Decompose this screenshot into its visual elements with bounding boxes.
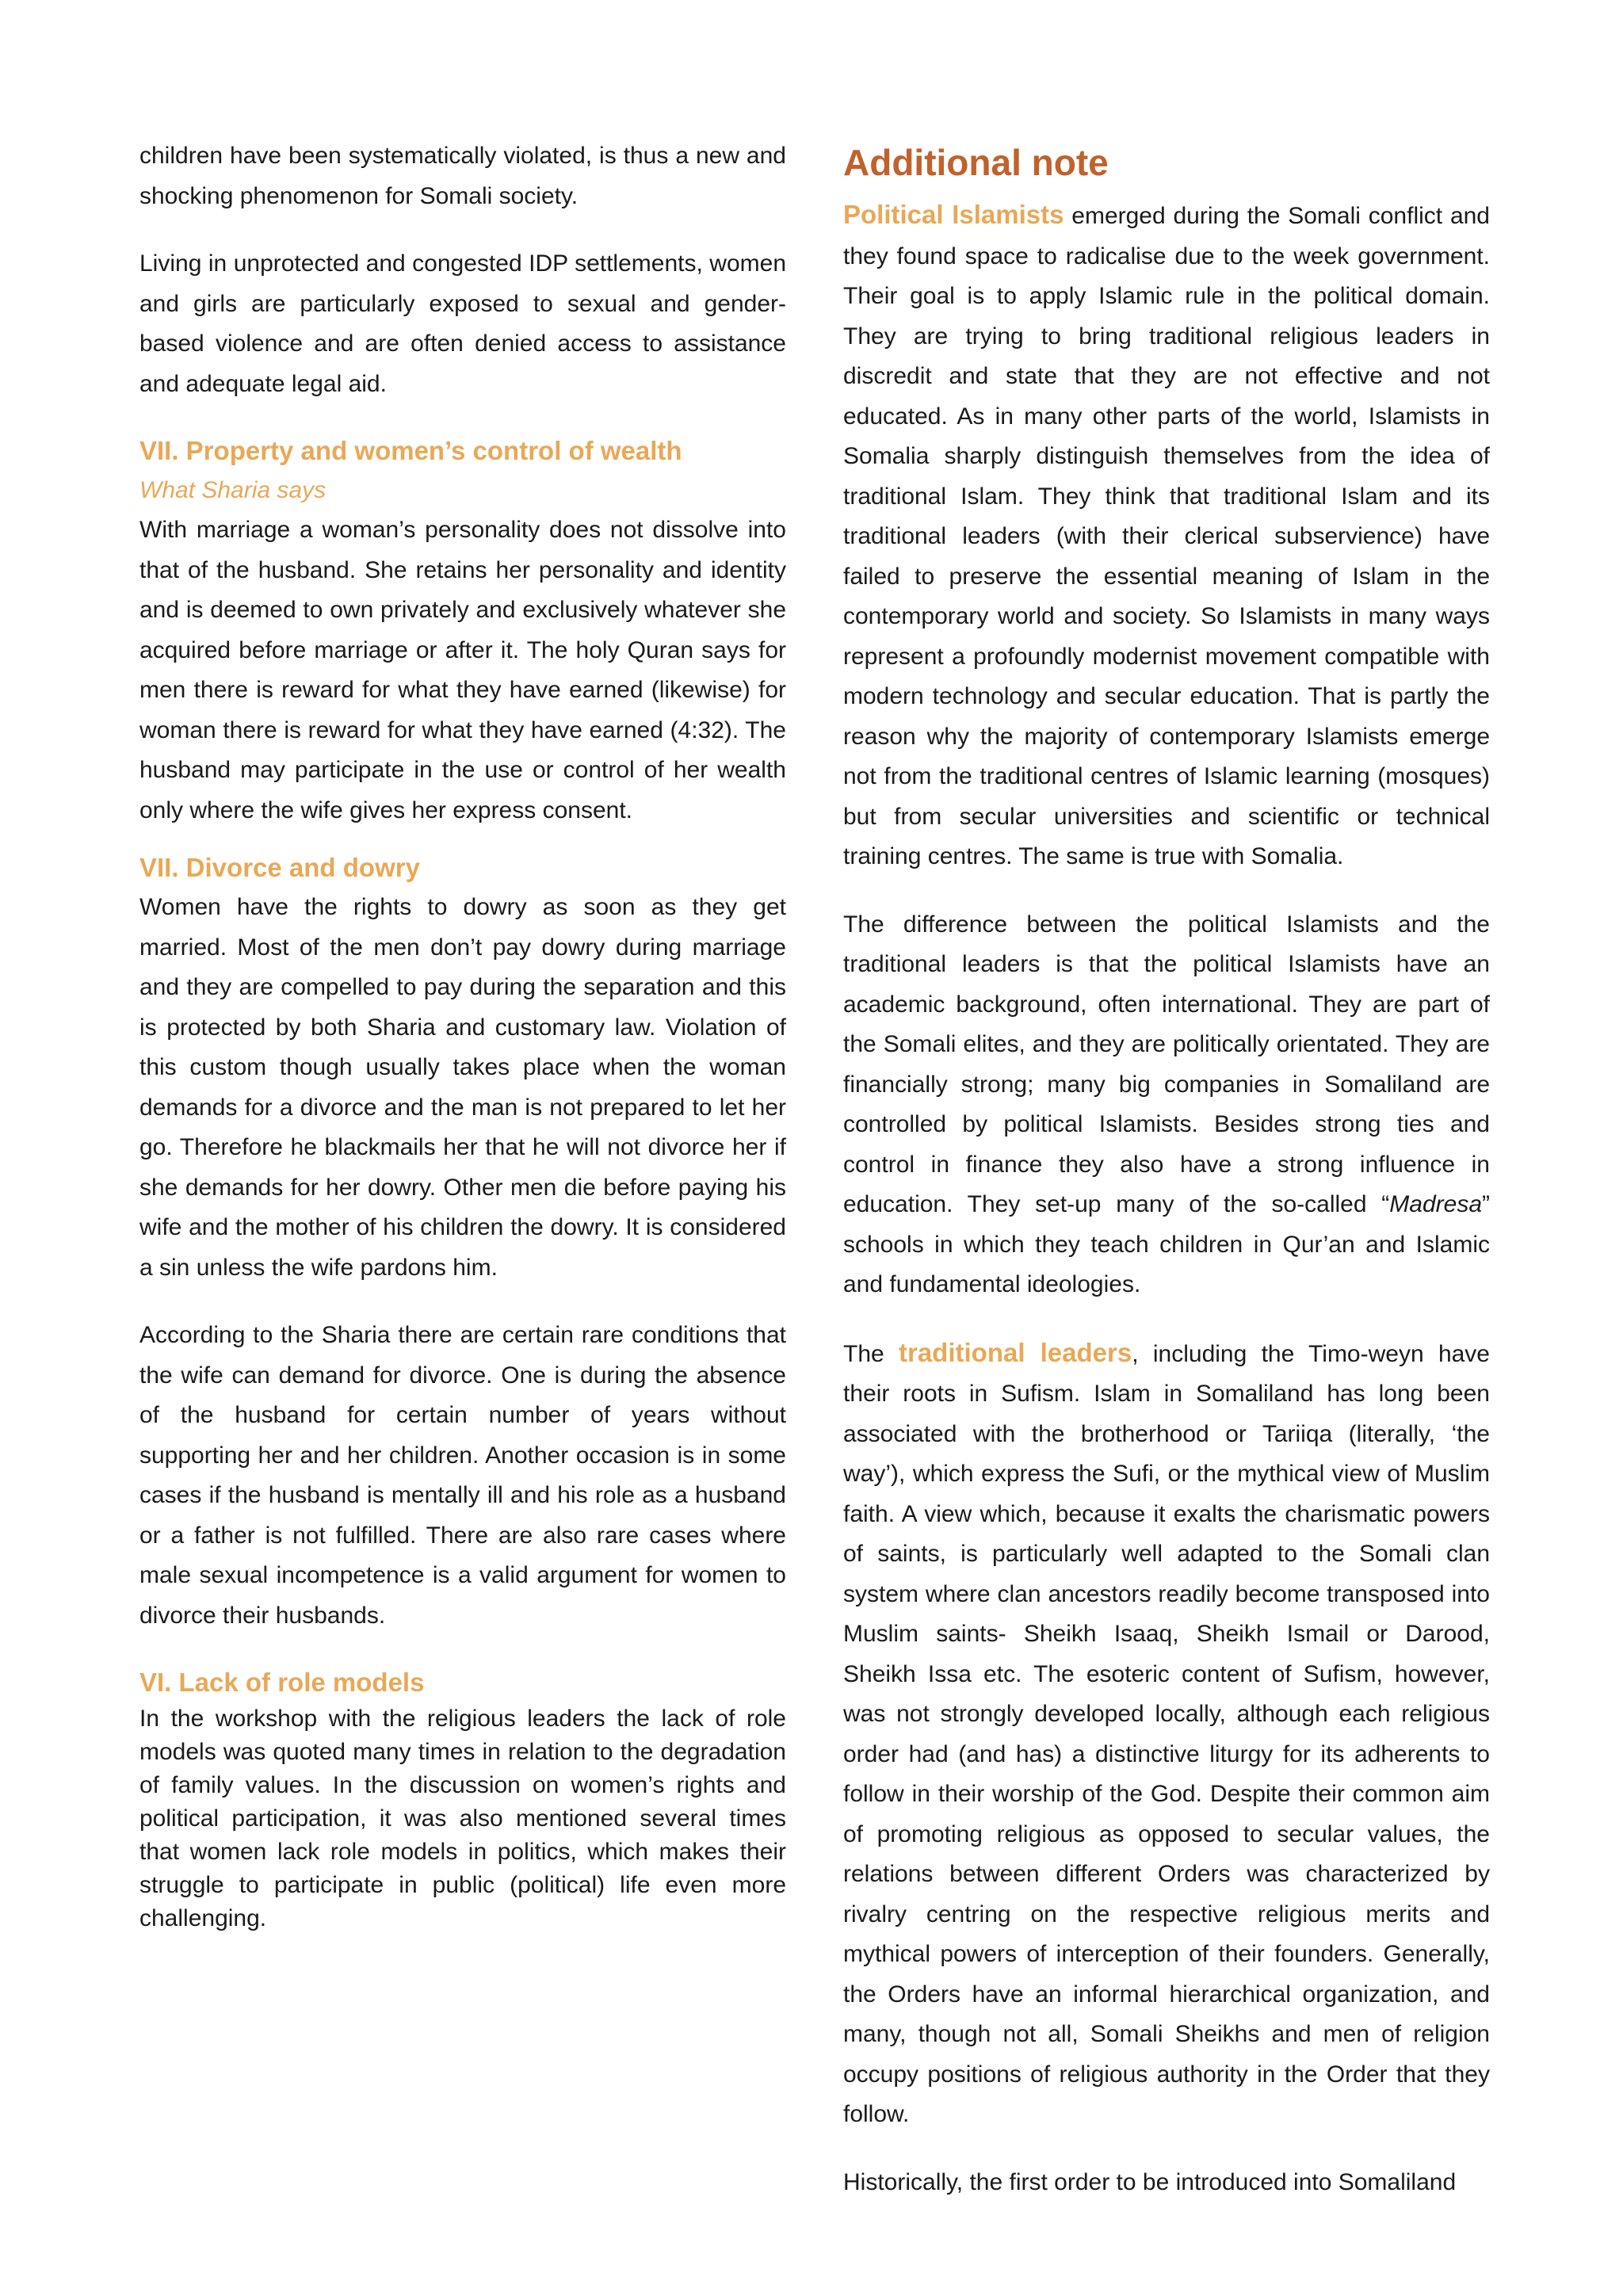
property-heading: VII. Property and women’s control of wealth (139, 436, 682, 465)
property-paragraph: With marriage a woman’s personality does not dissolve into that of the husband. She retains her personality and identity and is deemed to own privately and exclusively whatever she acquired before marriage or after it. The holy Quran says for men there is reward for what they have earned (likewise) for woman there is reward for what they have earned (4:32). The husband may participate in the use or control of her wealth only where the wife gives her express consent. (139, 517, 786, 823)
difference-text-start: The difference between the political Islamists and the traditional leaders is that the political Islamists have an academic background, often international. They are part of the Somali elites, and they are politically orientated. They are financially strong; many big companies in Somaliland are controlled by political Islamists. Besides strong ties and control in finance they also have a strong influence in education. They set-up many of the so-called “ (843, 911, 1490, 1217)
intro-paragraph-1: children have been systematically violated, is thus a new and shocking phenomenon for Somali society. (139, 143, 786, 209)
traditional-text-rest: , including the Timo-weyn have their roots in Sufism. Islam in Somaliland has long been associated with the brotherhood or Tariiqa (literally, ‘the way’), which express the Sufi, or the mythical view of Muslim faith. A view which, because it exalts the charismatic powers of saints, is particularly well adapted to the Somali clan system where clan ancestors readily become transposed into Muslim saints- Sheikh Isaaq, Sheikh Ismail or Darood, Sheikh Issa etc. The esoteric content of Sufism, however, was not strongly developed locally, although each religious order had (and has) a distinctive liturgy for its adherents to follow in their worship of the God. Despite their common aim of promoting religious as opposed to secular values, the relations between different Orders was characterized by rivalry centring on the respective religious merits and mythical powers of interception of their founders. Generally, the Orders have an informal hierarchical organization, and many, though not all, Somali Sheikhs and men of religion occupy positions of religious authority in the Order that they follow. (843, 1340, 1490, 2127)
divorce-paragraph-1: Women have the rights to dowry as soon as they get married. Most of the men don’t pay dowry during marriage and they are compelled to pay during the separation and this is protected by both Sharia and customary law. Violation of this custom though usually takes place when the woman demands for a divorce and the man is not prepared to let her go. Therefore he blackmails her that he will not divorce her if she demands for her dowry. Other men die before paying his wife and the mother of his children the dowry. It is considered a sin unless the wife pardons him. (139, 894, 786, 1281)
additional-note-title: Additional note (843, 142, 1109, 183)
divorce-heading: VII. Divorce and dowry (139, 853, 420, 882)
right-column (843, 135, 1490, 2202)
political-islamists-highlight: Political Islamists (843, 200, 1064, 229)
madresa-term: Madresa (1389, 1191, 1482, 1217)
property-subheading: What Sharia says (139, 477, 327, 503)
difference-text-end: ” schools in which they teach children in Qur’an and Islamic and fundamental ideologies. (843, 1191, 1490, 1297)
intro-paragraph-2: Living in unprotected and congested IDP settlements, women and girls are particularly exposed to sexual and gender-based violence and are often denied access to assistance and adequate legal aid. (139, 250, 786, 397)
difference-paragraph (843, 905, 1490, 1305)
historically-paragraph: Historically, the first order to be introduced into Somaliland (843, 2168, 1457, 2195)
islamists-paragraph (843, 195, 1490, 877)
traditional-leaders-highlight: traditional leaders (899, 1337, 1132, 1367)
islamists-paragraph-text: emerged during the Somali conflict and they found space to radicalise due to the week government. Their goal is to apply Islamic rule in the political domain. They are trying to bring traditional religious leaders in discredit and state that they are not effective and not educated. As in many other parts of the world, Islamists in Somalia sharply distinguish themselves from the idea of traditional Islam. They think that traditional Islam and its traditional leaders (with their clerical subservience) have failed to preserve the essential meaning of Islam in the contemporary world and society. So Islamists in many ways represent a profoundly modernist movement compatible with modern technology and secular education. That is partly the reason why the majority of contemporary Islamists emerge not from the traditional centres of Islamic learning (mosques) but from secular universities and scientific or technical training centres. The same is true with Somalia. (843, 203, 1490, 869)
traditional-text-start: The (843, 1340, 899, 1367)
traditional-leaders-paragraph (843, 1333, 1490, 2135)
role-models-heading: VI. Lack of role models (139, 1668, 425, 1697)
left-column (139, 136, 786, 1935)
divorce-paragraph-2: According to the Sharia there are certain rare conditions that the wife can demand for divorce. One is during the absence of the husband for certain number of years without supporting her and her children. Another occasion is in some cases if the husband is mentally ill and his role as a husband or a father is not fulfilled. There are also rare cases where male sexual incompetence is a valid argument for women to divorce their husbands. (139, 1322, 786, 1629)
role-models-paragraph: In the workshop with the religious leaders the lack of role models was quoted many times in relation to the degradation of family values. In the discussion on women’s rights and political participation, it was also mentioned several times that women lack role models in politics, which makes their struggle to participate in public (political) life even more challenging. (139, 1706, 786, 1931)
